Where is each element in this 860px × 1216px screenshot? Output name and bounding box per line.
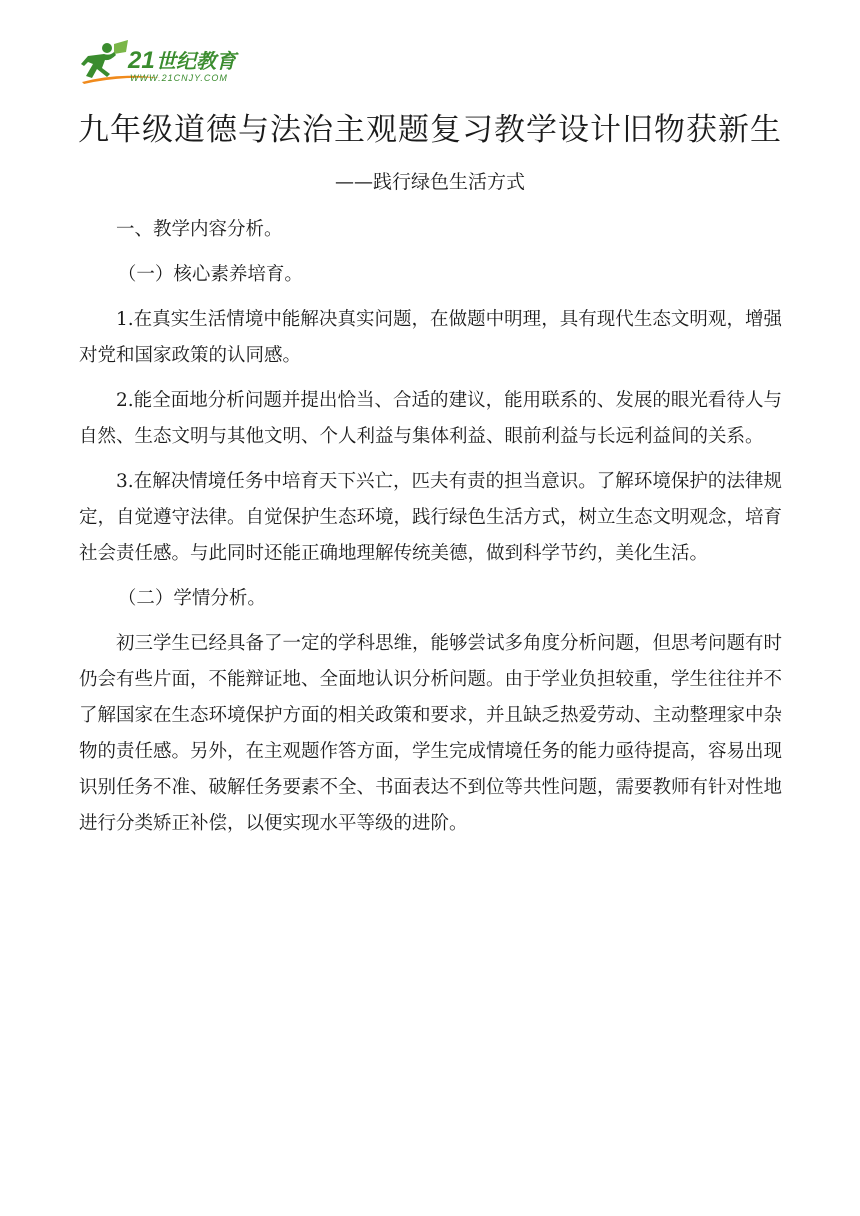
paragraph-4: 初三学生已经具备了一定的学科思维，能够尝试多角度分析问题，但思考问题有时仍会有些片面，不能辩证地、全面地认识分析问题。由于学业负担较重，学生往往并不了解国家在生态环境保护方面的相关政策和要求，并且缺乏热爱劳动、主动整理家中杂物的责任感。另外，在主观题作答方面，学生完成情境任务的能力亟待提高，容易出现识别任务不准、破解任务要素不全、书面表达不到位等共性问题，需要教师有针对性地进行分类矫正补偿，以便实现水平等级的进阶。 (79, 633, 783, 834)
paragraph-2: 2.能全面地分析问题并提出恰当、合适的建议，能用联系的、发展的眼光看待人与自然、生态文明与其他文明、个人利益与集体利益、眼前利益与长远利益间的关系。 (79, 390, 782, 447)
svg-text:WWW.21CNJY.COM: WWW.21CNJY.COM (130, 73, 228, 83)
subsection-heading-2: （二）学情分析。 (117, 588, 266, 609)
paragraph-3: 3.在解决情境任务中培育天下兴亡，匹夫有责的担当意识。了解环境保护的法律规定，自觉遵守法律。自觉保护生态环境，践行绿色生活方式，树立生态文明观念，培育社会责任感。与此同时还能正确地理解传统美德，做到科学节约，美化生活。 (79, 471, 783, 564)
paragraph-1: 1.在真实生活情境中能解决真实问题，在做题中明理，具有现代生态文明观，增强对党和国家政策的认同感。 (79, 309, 782, 366)
section-heading-1: 一、教学内容分析。 (116, 219, 283, 240)
document-title: 九年级道德与法治主观题复习教学设计旧物获新生 (78, 112, 782, 148)
runner-logo-icon (80, 38, 250, 86)
document-subtitle: ——践行绿色生活方式 (334, 171, 525, 193)
document-body (79, 212, 782, 851)
svg-text:世纪教育: 世纪教育 (156, 49, 236, 73)
site-logo (80, 38, 250, 86)
svg-text:21: 21 (128, 47, 155, 74)
subsection-heading-1: （一）核心素养培育。 (117, 264, 303, 285)
